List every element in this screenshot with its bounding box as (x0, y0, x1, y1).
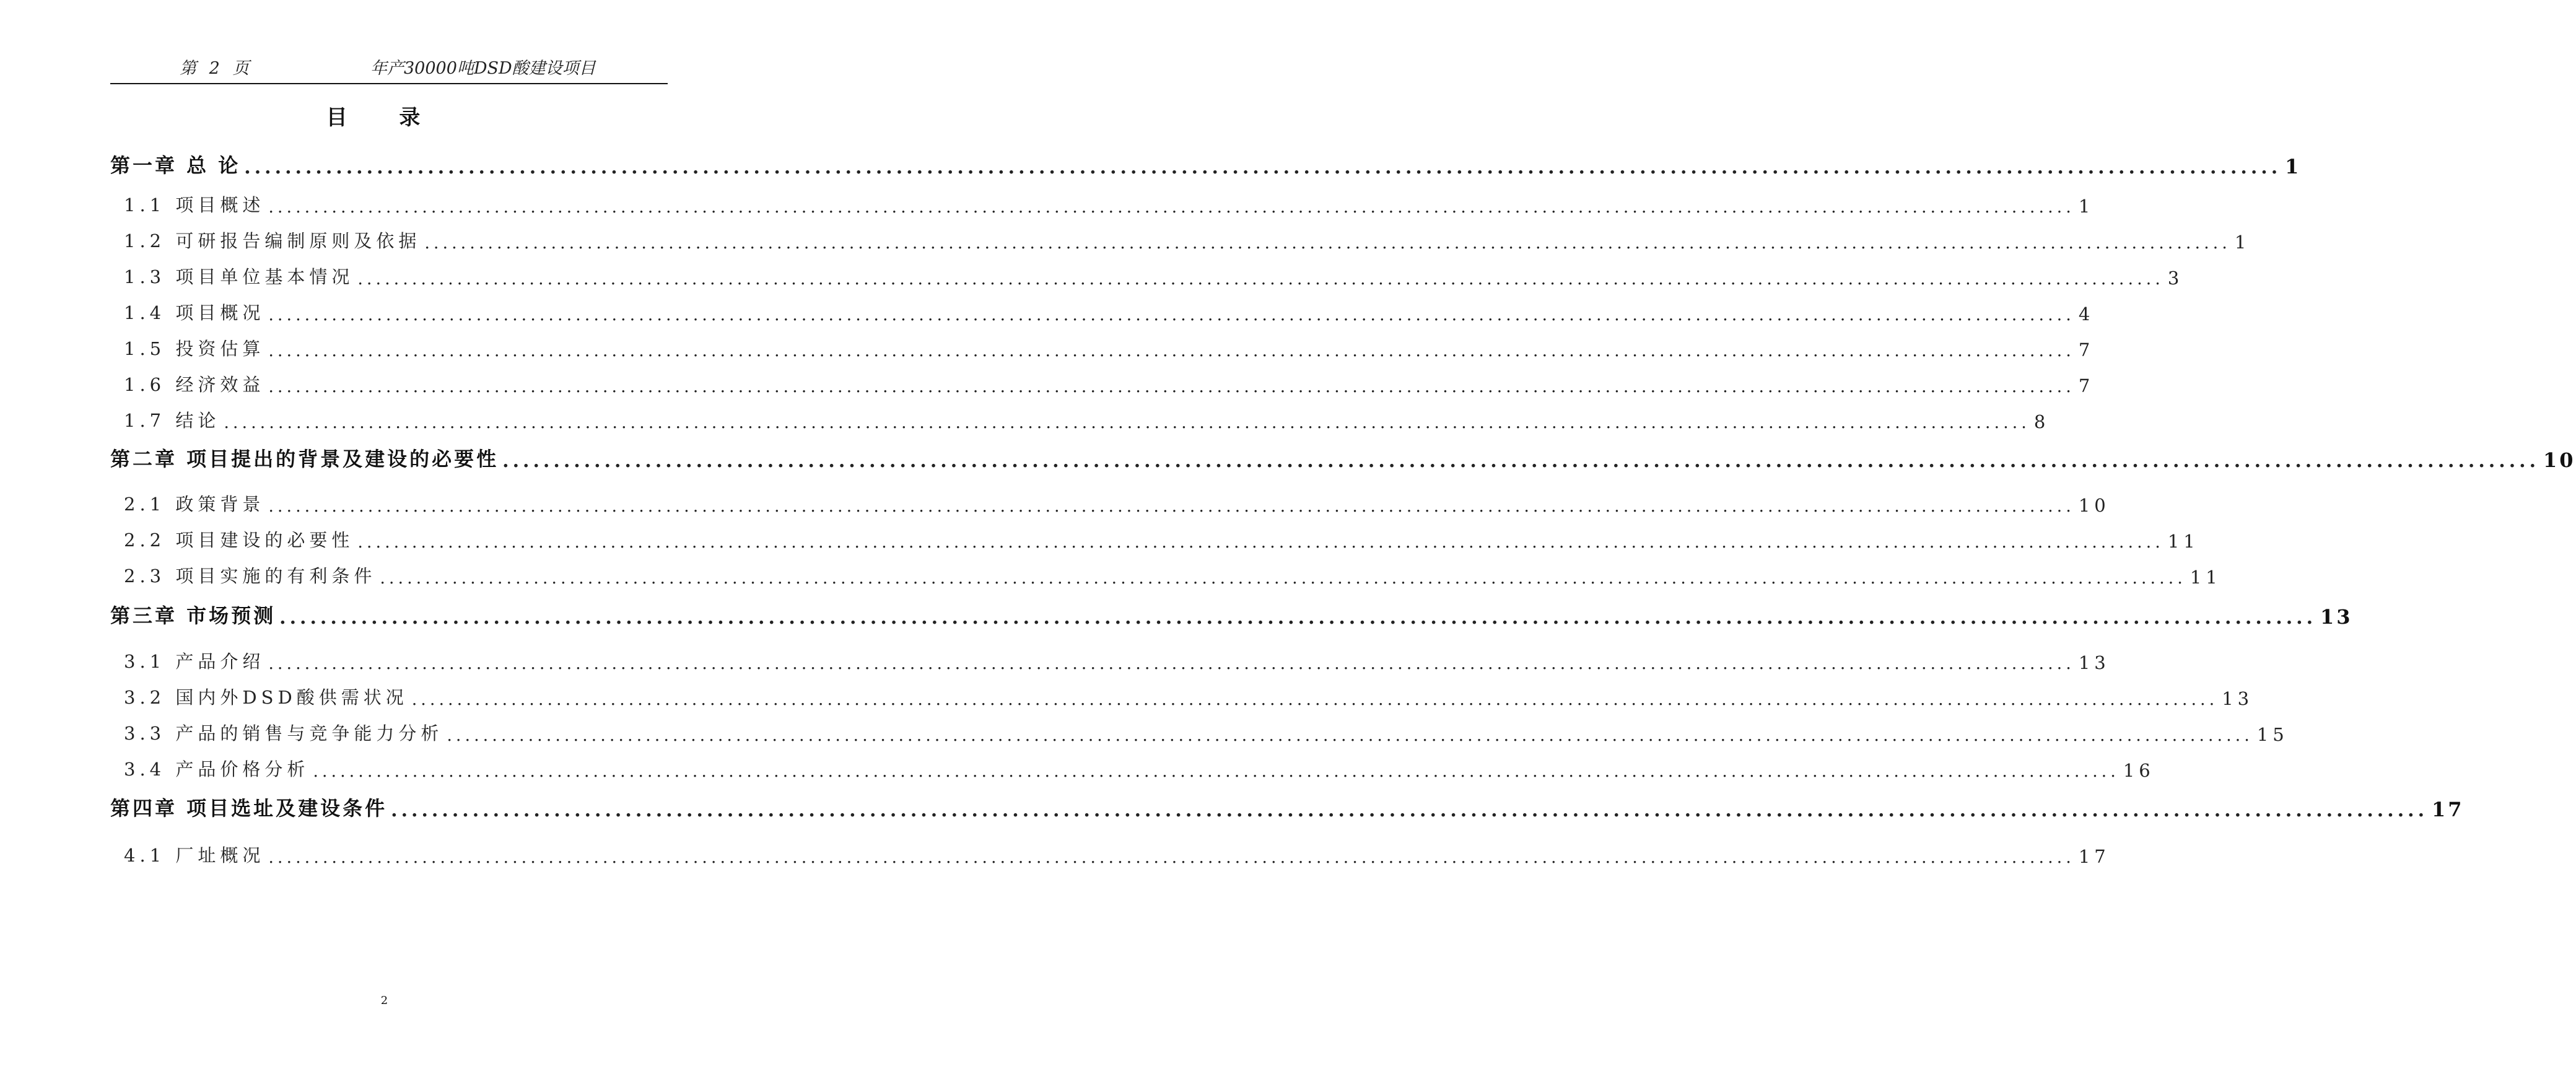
toc-section-entry[interactable] (110, 258, 2184, 289)
toc-entry-label: 第一章 总 论 (110, 154, 241, 177)
toc-entry-page: 1 (2234, 232, 2251, 253)
toc-section-entry[interactable] (110, 330, 2095, 360)
toc-leader-dots: ........................................................................................................................................................................................................ (244, 157, 2282, 178)
toc-entry-label: 4.1 厂址概况 (124, 845, 265, 866)
toc-entry-page: 7 (2078, 375, 2095, 396)
toc-entry-label: 3.1 产品介绍 (124, 651, 265, 672)
toc-leader-dots: ........................................................................................................................................................................................................ (268, 497, 2075, 516)
toc-entry-page: 7 (2078, 339, 2095, 360)
toc-section-entry[interactable] (110, 750, 2155, 781)
toc-entry-label: 3.2 国内外DSD酸供需状况 (124, 687, 408, 708)
toc-entry-page: 17 (2432, 798, 2465, 821)
toc-leader-dots: ........................................................................................................................................................................................................ (411, 690, 2219, 709)
toc-entry-label: 1.5 投资估算 (124, 338, 265, 359)
toc-entry-label: 1.2 可研报告编制原则及依据 (124, 230, 421, 251)
toc-section-entry[interactable] (110, 401, 2050, 432)
page-number: 2 (380, 994, 388, 1007)
toc-leader-dots: ........................................................................................................................................................................................................ (268, 377, 2075, 396)
toc-section-entry[interactable] (110, 186, 2095, 217)
toc-entry-page: 4 (2078, 303, 2095, 325)
toc-section-entry[interactable] (110, 714, 2289, 745)
toc-entry-page: 10 (2543, 448, 2576, 472)
toc-entry-page: 1 (2285, 155, 2302, 178)
toc-section-entry[interactable] (110, 836, 2110, 867)
header-page-label: 第 2 页 (180, 59, 253, 78)
toc-entry-label: 2.2 项目建设的必要性 (124, 530, 354, 551)
toc-leader-dots: ........................................................................................................................................................................................................ (268, 654, 2075, 673)
toc-leader-dots: ........................................................................................................................................................................................................ (268, 848, 2075, 867)
toc-entry-label: 1.3 项目单位基本情况 (124, 266, 354, 287)
toc-chapter-entry[interactable] (110, 790, 2465, 821)
toc-leader-dots: ........................................................................................................................................................................................................ (357, 269, 2164, 289)
toc-entry-label: 2.3 项目实施的有利条件 (124, 565, 377, 587)
toc-leader-dots: ........................................................................................................................................................................................................ (357, 533, 2164, 552)
toc-chapter-entry[interactable] (110, 598, 2353, 629)
toc-leader-dots: ........................................................................................................................................................................................................ (447, 726, 2253, 745)
toc-entry-page: 13 (2222, 688, 2254, 709)
toc-leader-dots: ........................................................................................................................................................................................................ (424, 234, 2231, 253)
toc-section-entry[interactable] (110, 485, 2110, 516)
toc-entry-page: 11 (2167, 531, 2199, 552)
toc-entry-label: 第二章 项目提出的背景及建设的必要性 (110, 447, 499, 471)
toc-leader-dots: ........................................................................................................................................................................................................ (502, 450, 2540, 472)
toc-section-entry[interactable] (110, 642, 2110, 673)
toc-entry-label: 1.1 项目概述 (124, 194, 265, 216)
toc-entry-label: 1.7 结论 (124, 410, 220, 431)
toc-entry-page: 8 (2033, 411, 2050, 432)
toc-chapter-entry[interactable] (110, 147, 2302, 178)
toc-entry-label: 3.4 产品价格分析 (124, 759, 310, 780)
toc-leader-dots: ........................................................................................................................................................................................................ (268, 341, 2075, 360)
toc-entry-page: 13 (2078, 652, 2110, 673)
toc-entry-page: 13 (2320, 605, 2353, 629)
toc-section-entry[interactable] (110, 294, 2095, 325)
toc-entry-label: 第三章 市场预测 (110, 604, 276, 627)
toc-leader-dots: ........................................................................................................................................................................................................ (268, 198, 2075, 217)
toc-entry-page: 15 (2256, 724, 2289, 745)
toc-entry-page: 16 (2123, 760, 2155, 781)
toc-section-entry[interactable] (110, 678, 2254, 709)
toc-entry-page: 10 (2078, 495, 2110, 516)
toc-section-entry[interactable] (110, 365, 2095, 396)
toc-title: 目 录 (326, 105, 443, 130)
header-doc-title: 年产30000吨DSD酸建设项目 (370, 59, 596, 78)
toc-leader-dots: ........................................................................................................................................................................................................ (313, 762, 2120, 781)
page-header (110, 55, 668, 84)
toc-entry-label: 1.4 项目概况 (124, 302, 265, 323)
toc-entry-page: 1 (2078, 196, 2095, 217)
toc-leader-dots: ........................................................................................................................................................................................................ (279, 607, 2317, 629)
toc-chapter-entry[interactable] (110, 441, 2576, 472)
toc-leader-dots: ........................................................................................................................................................................................................ (268, 305, 2075, 325)
toc-leader-dots: ........................................................................................................................................................................................................ (391, 800, 2429, 821)
toc-entry-label: 第四章 项目选址及建设条件 (110, 797, 388, 820)
toc-entry-label: 1.6 经济效益 (124, 374, 265, 395)
toc-entry-label: 3.3 产品的销售与竞争能力分析 (124, 723, 443, 744)
toc-entry-page: 3 (2167, 268, 2184, 289)
toc-section-entry[interactable] (110, 222, 2251, 253)
toc-section-entry[interactable] (110, 521, 2199, 552)
toc-entry-page: 17 (2078, 846, 2110, 867)
toc-entry-label: 2.1 政策背景 (124, 494, 265, 515)
toc-leader-dots: ........................................................................................................................................................................................................ (380, 569, 2186, 588)
toc-section-entry[interactable] (110, 557, 2222, 588)
toc-entry-page: 11 (2190, 567, 2222, 588)
toc-leader-dots: ........................................................................................................................................................................................................ (224, 413, 2030, 432)
